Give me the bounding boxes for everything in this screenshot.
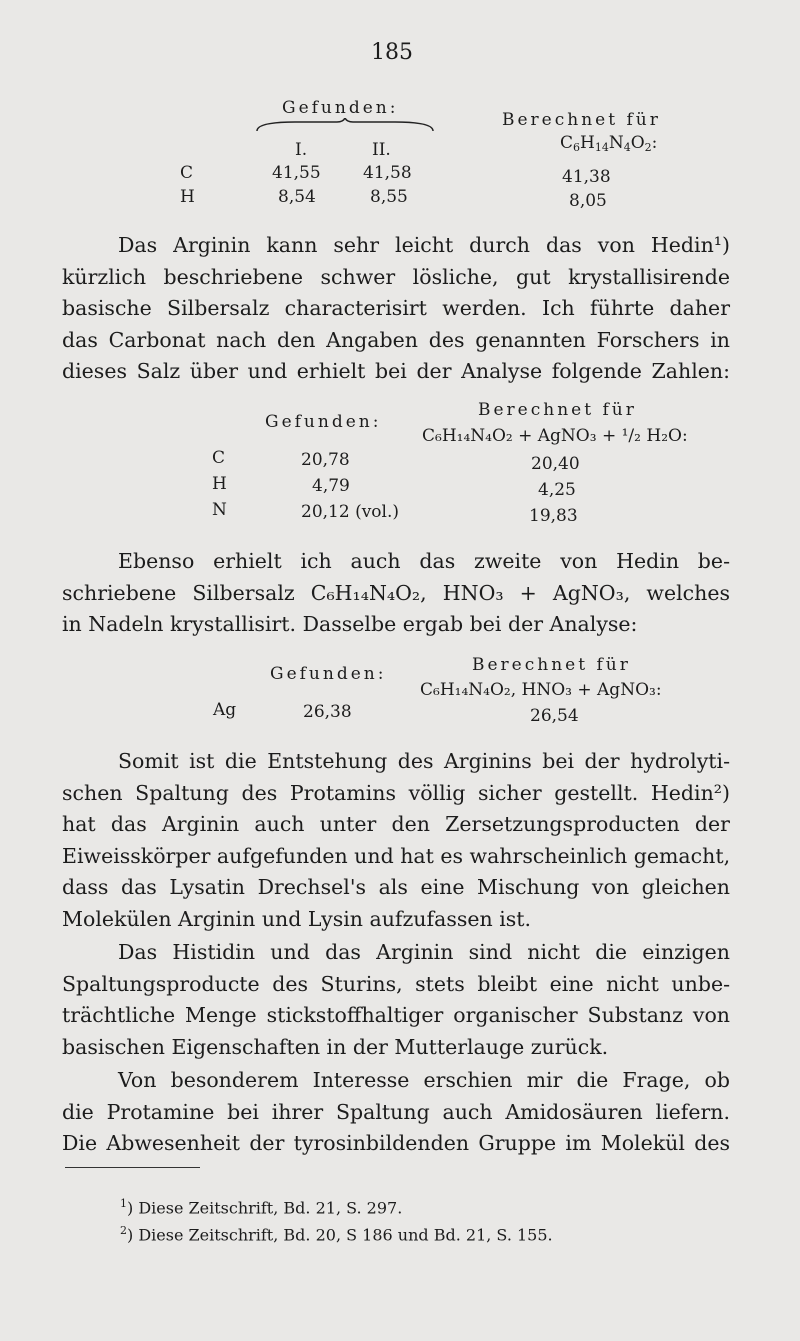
calc-label: Berechnet für xyxy=(502,110,661,130)
text-line: schen Spaltung des Protamins völlig sicher gestellt. Hedin²) xyxy=(62,780,730,805)
footnote-divider xyxy=(65,1167,200,1168)
value-cell: 41,55 xyxy=(272,163,321,183)
paragraph-1 xyxy=(62,230,730,388)
value-cell: 20,78 xyxy=(301,450,350,470)
text-line: in Nadeln krystallisirt. Dasselbe ergab bei der Analyse: xyxy=(62,612,638,637)
element-ag: Ag xyxy=(213,700,237,720)
found-label: Gefunden: xyxy=(265,412,382,432)
value-cell: 26,54 xyxy=(530,706,579,726)
value-cell: 20,40 xyxy=(531,454,580,474)
calc-formula: C₆H₁₄N₄O₂ + AgNO₃ + ¹/₂ H₂O: xyxy=(422,426,688,446)
calc-formula: $C_6H_{14}N_4O_2$: xyxy=(560,133,658,154)
text-line: Das Arginin kann sehr leicht durch das von Hedin¹) xyxy=(118,233,730,257)
paragraph-5 xyxy=(62,1065,730,1160)
brace-icon xyxy=(255,118,435,134)
paragraph-2 xyxy=(62,546,730,641)
value-cell: 8,55 xyxy=(370,187,408,207)
text-line: Das Histidin und das Arginin sind nicht die einzigen xyxy=(118,940,730,964)
text-line: hat das Arginin auch unter den Zersetzungsproducten der xyxy=(62,812,730,837)
text-line: Ebenso erhielt ich auch das zweite von Hedin be- xyxy=(118,549,730,573)
text-line: die Protamine bei ihrer Spaltung auch Amidosäuren liefern. xyxy=(62,1099,730,1124)
value-cell: 41,38 xyxy=(562,167,611,187)
text-line: dieses Salz über und erhielt bei der Analyse folgende Zahlen: xyxy=(62,359,730,384)
element-h: H xyxy=(212,474,227,494)
calc-label: Berechnet für xyxy=(472,655,631,675)
paragraph-4 xyxy=(62,937,730,1063)
value-cell: 20,12 (vol.) xyxy=(301,502,400,522)
page-number: 185 xyxy=(371,40,413,65)
col-head-1: I. xyxy=(295,140,308,160)
footnote-2: $^2$) Diese Zeitschrift, Bd. 20, S 186 und Bd. 21, S. 155. xyxy=(120,1224,553,1245)
value-cell: 4,25 xyxy=(538,480,576,500)
text-line: kürzlich beschriebene schwer lösliche, gut krystallisirende xyxy=(62,264,730,289)
element-h: H xyxy=(180,187,195,207)
text-line: Spaltungsproducte des Sturins, stets bleibt eine nicht unbe- xyxy=(62,971,730,996)
text-line: Eiweisskörper aufgefunden und hat es wahrscheinlich gemacht, xyxy=(62,843,731,868)
calc-formula: C₆H₁₄N₄O₂, HNO₃ + AgNO₃: xyxy=(420,680,662,700)
text-line: das Carbonat nach den Angaben des genannten Forschers in xyxy=(62,327,730,352)
value-cell: 41,58 xyxy=(363,163,412,183)
col-head-2: II. xyxy=(372,140,391,160)
value-cell: 8,05 xyxy=(569,191,607,211)
text-line: Somit ist die Entstehung des Arginins bei der hydrolyti- xyxy=(118,749,730,773)
text-line: schriebene Silbersalz C₆H₁₄N₄O₂, HNO₃ + AgNO₃, welches xyxy=(62,580,730,605)
value-cell: 26,38 xyxy=(303,702,352,722)
text-line: Die Abwesenheit der tyrosinbildenden Gruppe im Molekül des xyxy=(62,1131,730,1156)
element-c: C xyxy=(180,163,194,183)
paragraph-3 xyxy=(62,746,730,936)
element-n: N xyxy=(212,500,227,520)
text-line: Von besonderem Interesse erschien mir die Frage, ob xyxy=(118,1068,730,1092)
text-line: trächtliche Menge stickstoffhaltiger organischer Substanz von xyxy=(62,1003,730,1028)
value-cell: 8,54 xyxy=(278,187,316,207)
value-cell: 19,83 xyxy=(529,506,578,526)
text-line: Molekülen Arginin und Lysin aufzufassen ist. xyxy=(62,906,532,931)
found-label: Gefunden: xyxy=(270,664,387,684)
text-line: basischen Eigenschaften in der Mutterlauge zurück. xyxy=(62,1034,609,1059)
found-label: Gefunden: xyxy=(282,98,399,118)
footnote-1: $^1$) Diese Zeitschrift, Bd. 21, S. 297. xyxy=(120,1197,403,1218)
element-c: C xyxy=(212,448,226,468)
text-line: basische Silbersalz characterisirt werden. Ich führte daher xyxy=(62,296,730,321)
text-line: dass das Lysatin Drechsel's als eine Mischung von gleichen xyxy=(62,875,730,900)
value-cell: 4,79 xyxy=(312,476,350,496)
calc-label: Berechnet für xyxy=(478,400,637,420)
